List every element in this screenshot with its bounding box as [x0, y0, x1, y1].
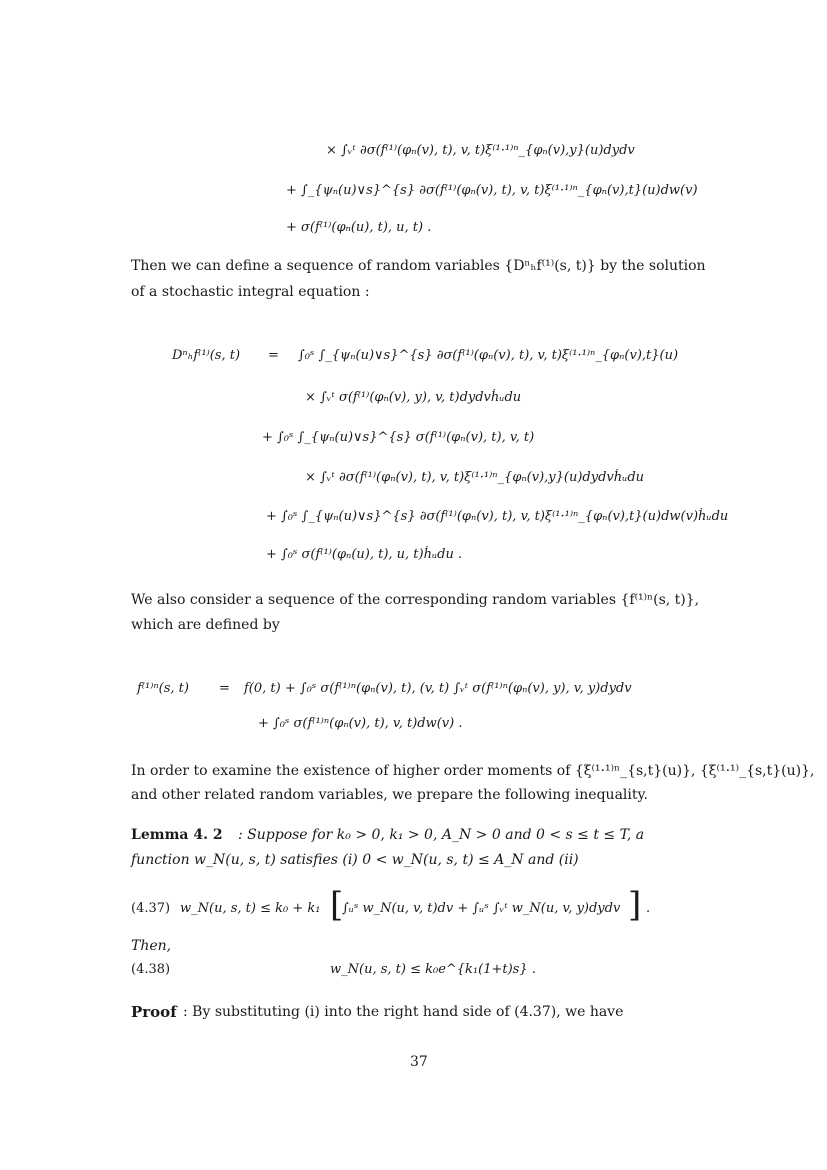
- lemma-line-1: : Suppose for k₀ > 0, k₁ > 0, A_N > 0 and 0 < s ≤ t ≤ T, a: [238, 827, 645, 843]
- paragraph-1-line-2: of a stochastic integral equation :: [131, 284, 370, 300]
- eq-437-right-bracket: ]: [628, 885, 642, 925]
- eq-d-lhs: Dⁿₕf⁽¹⁾(s, t): [172, 348, 241, 363]
- lemma-label: Lemma 4. 2: [131, 827, 223, 843]
- proof-text: : By substituting (i) into the right hand side of (4.37), we have: [183, 1004, 624, 1020]
- eq-437-lhs: w_N(u, s, t) ≤ k₀ + k₁: [180, 901, 321, 916]
- eq-f-lhs: f⁽¹⁾ⁿ(s, t): [137, 681, 189, 696]
- eq-437-inner: ∫ᵤˢ w_N(u, v, t)dv + ∫ᵤˢ ∫ᵥᵗ w_N(u, v, y)dydv: [342, 901, 621, 916]
- paragraph-3-line-1: In order to examine the existence of higher order moments of {ξ⁽¹·¹⁾ⁿ_{s,t}(u)}, {ξ⁽¹·¹⁾_{s,t}(u)},: [131, 763, 815, 779]
- eq-f-line2: + ∫₀ˢ σ(f⁽¹⁾ⁿ(φₙ(v), t), v, t)dw(v) .: [258, 716, 463, 731]
- proof-label: Proof: [131, 1003, 177, 1021]
- page-number: 37: [410, 1054, 428, 1070]
- eq-f-equals: =: [219, 681, 230, 696]
- paragraph-3-line-2: and other related random variables, we prepare the following inequality.: [131, 787, 648, 803]
- paragraph-2-line-1: We also consider a sequence of the corresponding random variables {f⁽¹⁾ⁿ(s, t)},: [131, 592, 700, 608]
- eq-437-left-bracket: [: [330, 885, 344, 925]
- top-eq-line1: × ∫ᵥᵗ ∂σ(f⁽¹⁾(φₙ(v), t), v, t)ξ⁽¹·¹⁾ⁿ_{φₙ(v),y}(u)dydv: [326, 143, 635, 158]
- paragraph-1-line-1: Then we can define a sequence of random variables {Dⁿₕf⁽¹⁾(s, t)} by the solution: [131, 258, 706, 274]
- eq-d-equals: =: [268, 348, 279, 363]
- eq-d-line5: + ∫₀ˢ ∫_{ψₙ(u)∨s}^{s} ∂σ(f⁽¹⁾(φₙ(v), t), v, t)ξ⁽¹·¹⁾ⁿ_{φₙ(v),t}(u)dw(v)ḣᵤdu: [266, 509, 729, 524]
- paragraph-2-line-2: which are defined by: [131, 617, 280, 633]
- eq-438-body: w_N(u, s, t) ≤ k₀e^{k₁(1+t)s} .: [330, 962, 536, 977]
- top-eq-line2: + ∫_{ψₙ(u)∨s}^{s} ∂σ(f⁽¹⁾(φₙ(v), t), v, t)ξ⁽¹·¹⁾ⁿ_{φₙ(v),t}(u)dw(v): [286, 183, 698, 198]
- top-eq-line3: + σ(f⁽¹⁾(φₙ(u), t), u, t) .: [286, 220, 432, 235]
- eq-d-line3: + ∫₀ˢ ∫_{ψₙ(u)∨s}^{s} σ(f⁽¹⁾(φₙ(v), t), v, t): [262, 430, 535, 445]
- eq-d-line6: + ∫₀ˢ σ(f⁽¹⁾(φₙ(u), t), u, t)ḣᵤdu .: [266, 547, 463, 562]
- eq-437-number: (4.37): [131, 901, 171, 916]
- then-label: Then,: [131, 938, 172, 954]
- eq-d-line2: × ∫ᵥᵗ σ(f⁽¹⁾(φₙ(v), y), v, t)dydvḣᵤdu: [305, 390, 522, 405]
- eq-d-line4: × ∫ᵥᵗ ∂σ(f⁽¹⁾(φₙ(v), t), v, t)ξ⁽¹·¹⁾ⁿ_{φₙ(v),y}(u)dydvḣᵤdu: [305, 470, 645, 485]
- eq-438-number: (4.38): [131, 962, 171, 977]
- eq-f-line1: f(0, t) + ∫₀ˢ σ(f⁽¹⁾ⁿ(φₙ(v), t), (v, t) ∫ᵥᵗ σ(f⁽¹⁾ⁿ(φₙ(v), y), v, y)dydv: [244, 681, 632, 696]
- eq-437-tail: .: [646, 901, 651, 916]
- lemma-line-2: function w_N(u, s, t) satisfies (i) 0 < w_N(u, s, t) ≤ A_N and (ii): [131, 852, 579, 868]
- eq-d-line1: ∫₀ˢ ∫_{ψₙ(u)∨s}^{s} ∂σ(f⁽¹⁾(φₙ(v), t), v, t)ξ⁽¹·¹⁾ⁿ_{φₙ(v),t}(u): [298, 348, 679, 363]
